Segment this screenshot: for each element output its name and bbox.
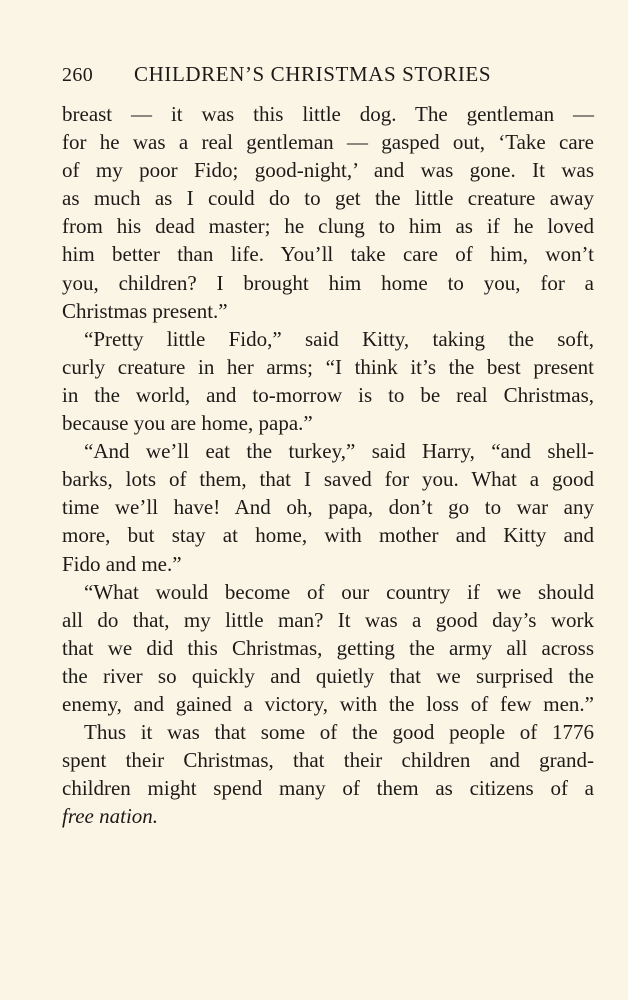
text-line: “What would become of our country if we should <box>84 579 594 604</box>
text-line: Fido and me.” <box>62 551 182 576</box>
text-line: “And we’ll eat the turkey,” said Harry, “and shell- <box>84 439 594 464</box>
text-line: as much as I could do to get the little creature away <box>62 186 594 211</box>
text-line: spent their Christmas, that their children and grand- <box>62 748 594 773</box>
text-line: Christmas present.” <box>62 298 228 323</box>
text-line: that we did this Christmas, getting the army all across <box>62 635 594 660</box>
text-line: the river so quickly and quietly that we surprised the <box>62 663 594 688</box>
text-line: more, but stay at home, with mother and Kitty and <box>62 523 594 548</box>
text-line: all do that, my little man? It was a good day’s work <box>62 607 594 632</box>
text-line: him better than life. You’ll take care of him, won’t <box>62 242 594 267</box>
text-line: curly creature in her arms; “I think it’s the best present <box>62 354 594 379</box>
text-line: of my poor Fido; good-night,’ and was gone. It was <box>62 158 594 183</box>
text-line: barks, lots of them, that I saved for you. What a good <box>62 467 594 492</box>
text-line: time we’ll have! And oh, papa, don’t go to war any <box>62 495 594 520</box>
text-line: for he was a real gentleman — gasped out, ‘Take care <box>62 130 594 155</box>
text-line: because you are home, papa.” <box>62 411 313 436</box>
text-line: from his dead master; he clung to him as if he loved <box>62 214 594 239</box>
text-line: in the world, and to-morrow is to be real Christmas, <box>62 382 594 407</box>
body-text <box>62 100 594 830</box>
text-line: enemy, and gained a victory, with the loss of few men.” <box>62 691 594 716</box>
book-page <box>62 0 594 1000</box>
text-line: “Pretty little Fido,” said Kitty, taking the soft, <box>84 326 594 351</box>
book-title: CHILDREN’S CHRISTMAS STORIES <box>134 62 492 86</box>
text-line: children might spend many of them as citizens of a <box>62 776 594 801</box>
running-head <box>62 62 594 87</box>
text-line: breast — it was this little dog. The gentleman — <box>62 102 594 126</box>
text-line: Thus it was that some of the good people of 1776 <box>84 720 594 745</box>
text-line: free nation. <box>62 804 159 829</box>
text-line: you, children? I brought him home to you, for a <box>62 270 594 295</box>
page-number: 260 <box>62 64 94 86</box>
